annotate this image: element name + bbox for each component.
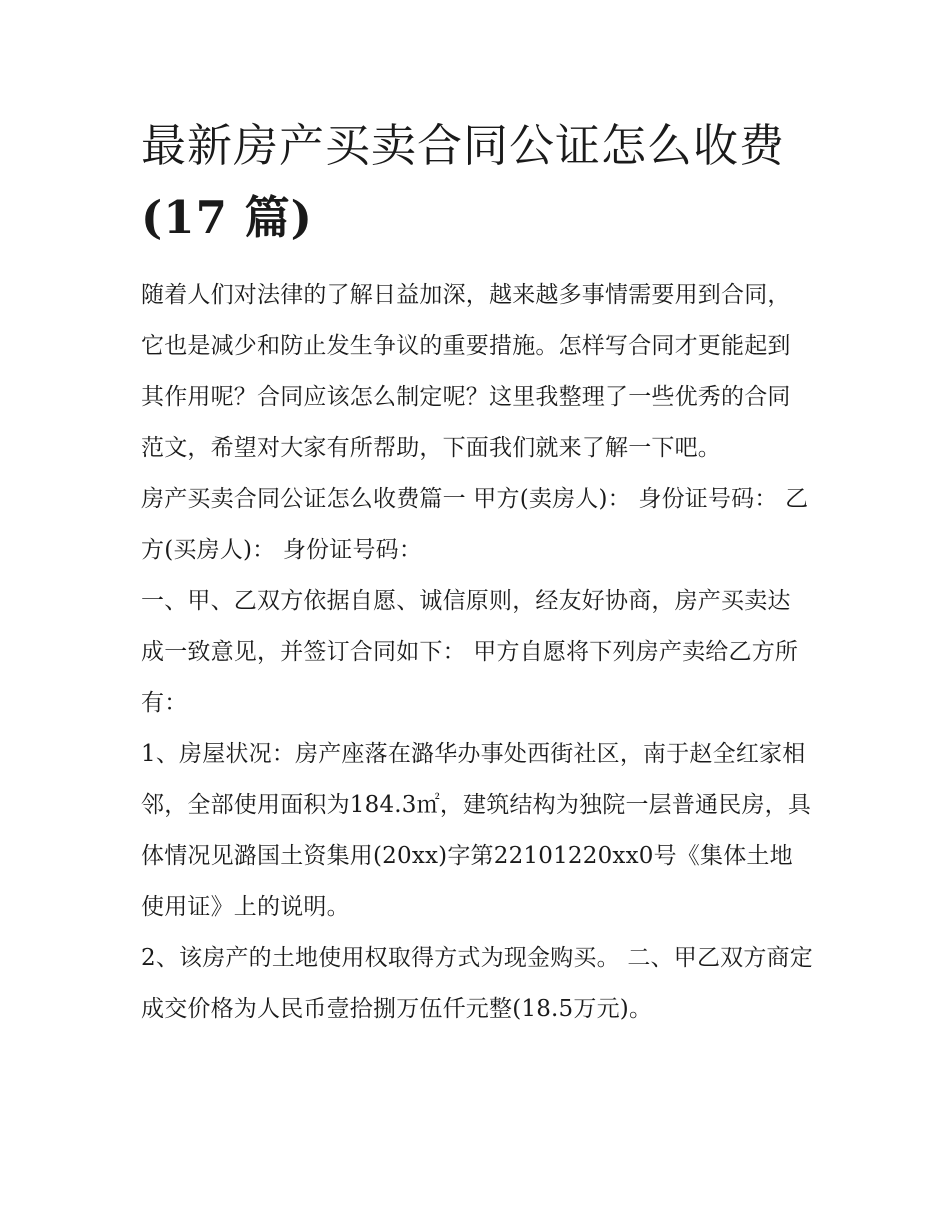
title-main: 最新房产买卖合同公证怎么收费 xyxy=(141,119,786,172)
section-heading-paragraph: 房产买卖合同公证怎么收费篇一 甲方(卖房人)： 身份证号码： 乙方(买房人)： 身份证号码： xyxy=(141,486,809,563)
intro-paragraph: 随着人们对法律的了解日益加深，越来越多事情需要用到合同，它也是减少和防止发生争议的重要措施。怎样写合同才更能起到其作用呢？合同应该怎么制定呢？这里我整理了一些优秀的合同范文，希望对大家有所帮助，下面我们就来了解一下吧。 xyxy=(141,282,791,461)
clause-one-paragraph: 一、甲、乙双方依据自愿、诚信原则，经友好协商，房产买卖达成一致意见，并签订合同如下： 甲方自愿将下列房产卖给乙方所有： xyxy=(141,588,799,716)
house-status-paragraph: 1、房屋状况：房产座落在潞华办事处西街社区，南于赵全红家相邻，全部使用面积为184.3㎡，建筑结构为独院一层普通民房，具体情况见潞国土资集用(20xx)字第22101220xx0号《集体土地使用证》上的说明。 xyxy=(141,741,812,920)
document-body xyxy=(141,110,813,1035)
document-title xyxy=(141,110,813,254)
title-suffix: (17 篇) xyxy=(141,191,313,244)
land-use-paragraph: 2、该房产的土地使用权取得方式为现金购买。 二、甲乙双方商定成交价格为人民币壹拾捌万伍仟元整(18.5万元)。 xyxy=(141,945,813,1022)
